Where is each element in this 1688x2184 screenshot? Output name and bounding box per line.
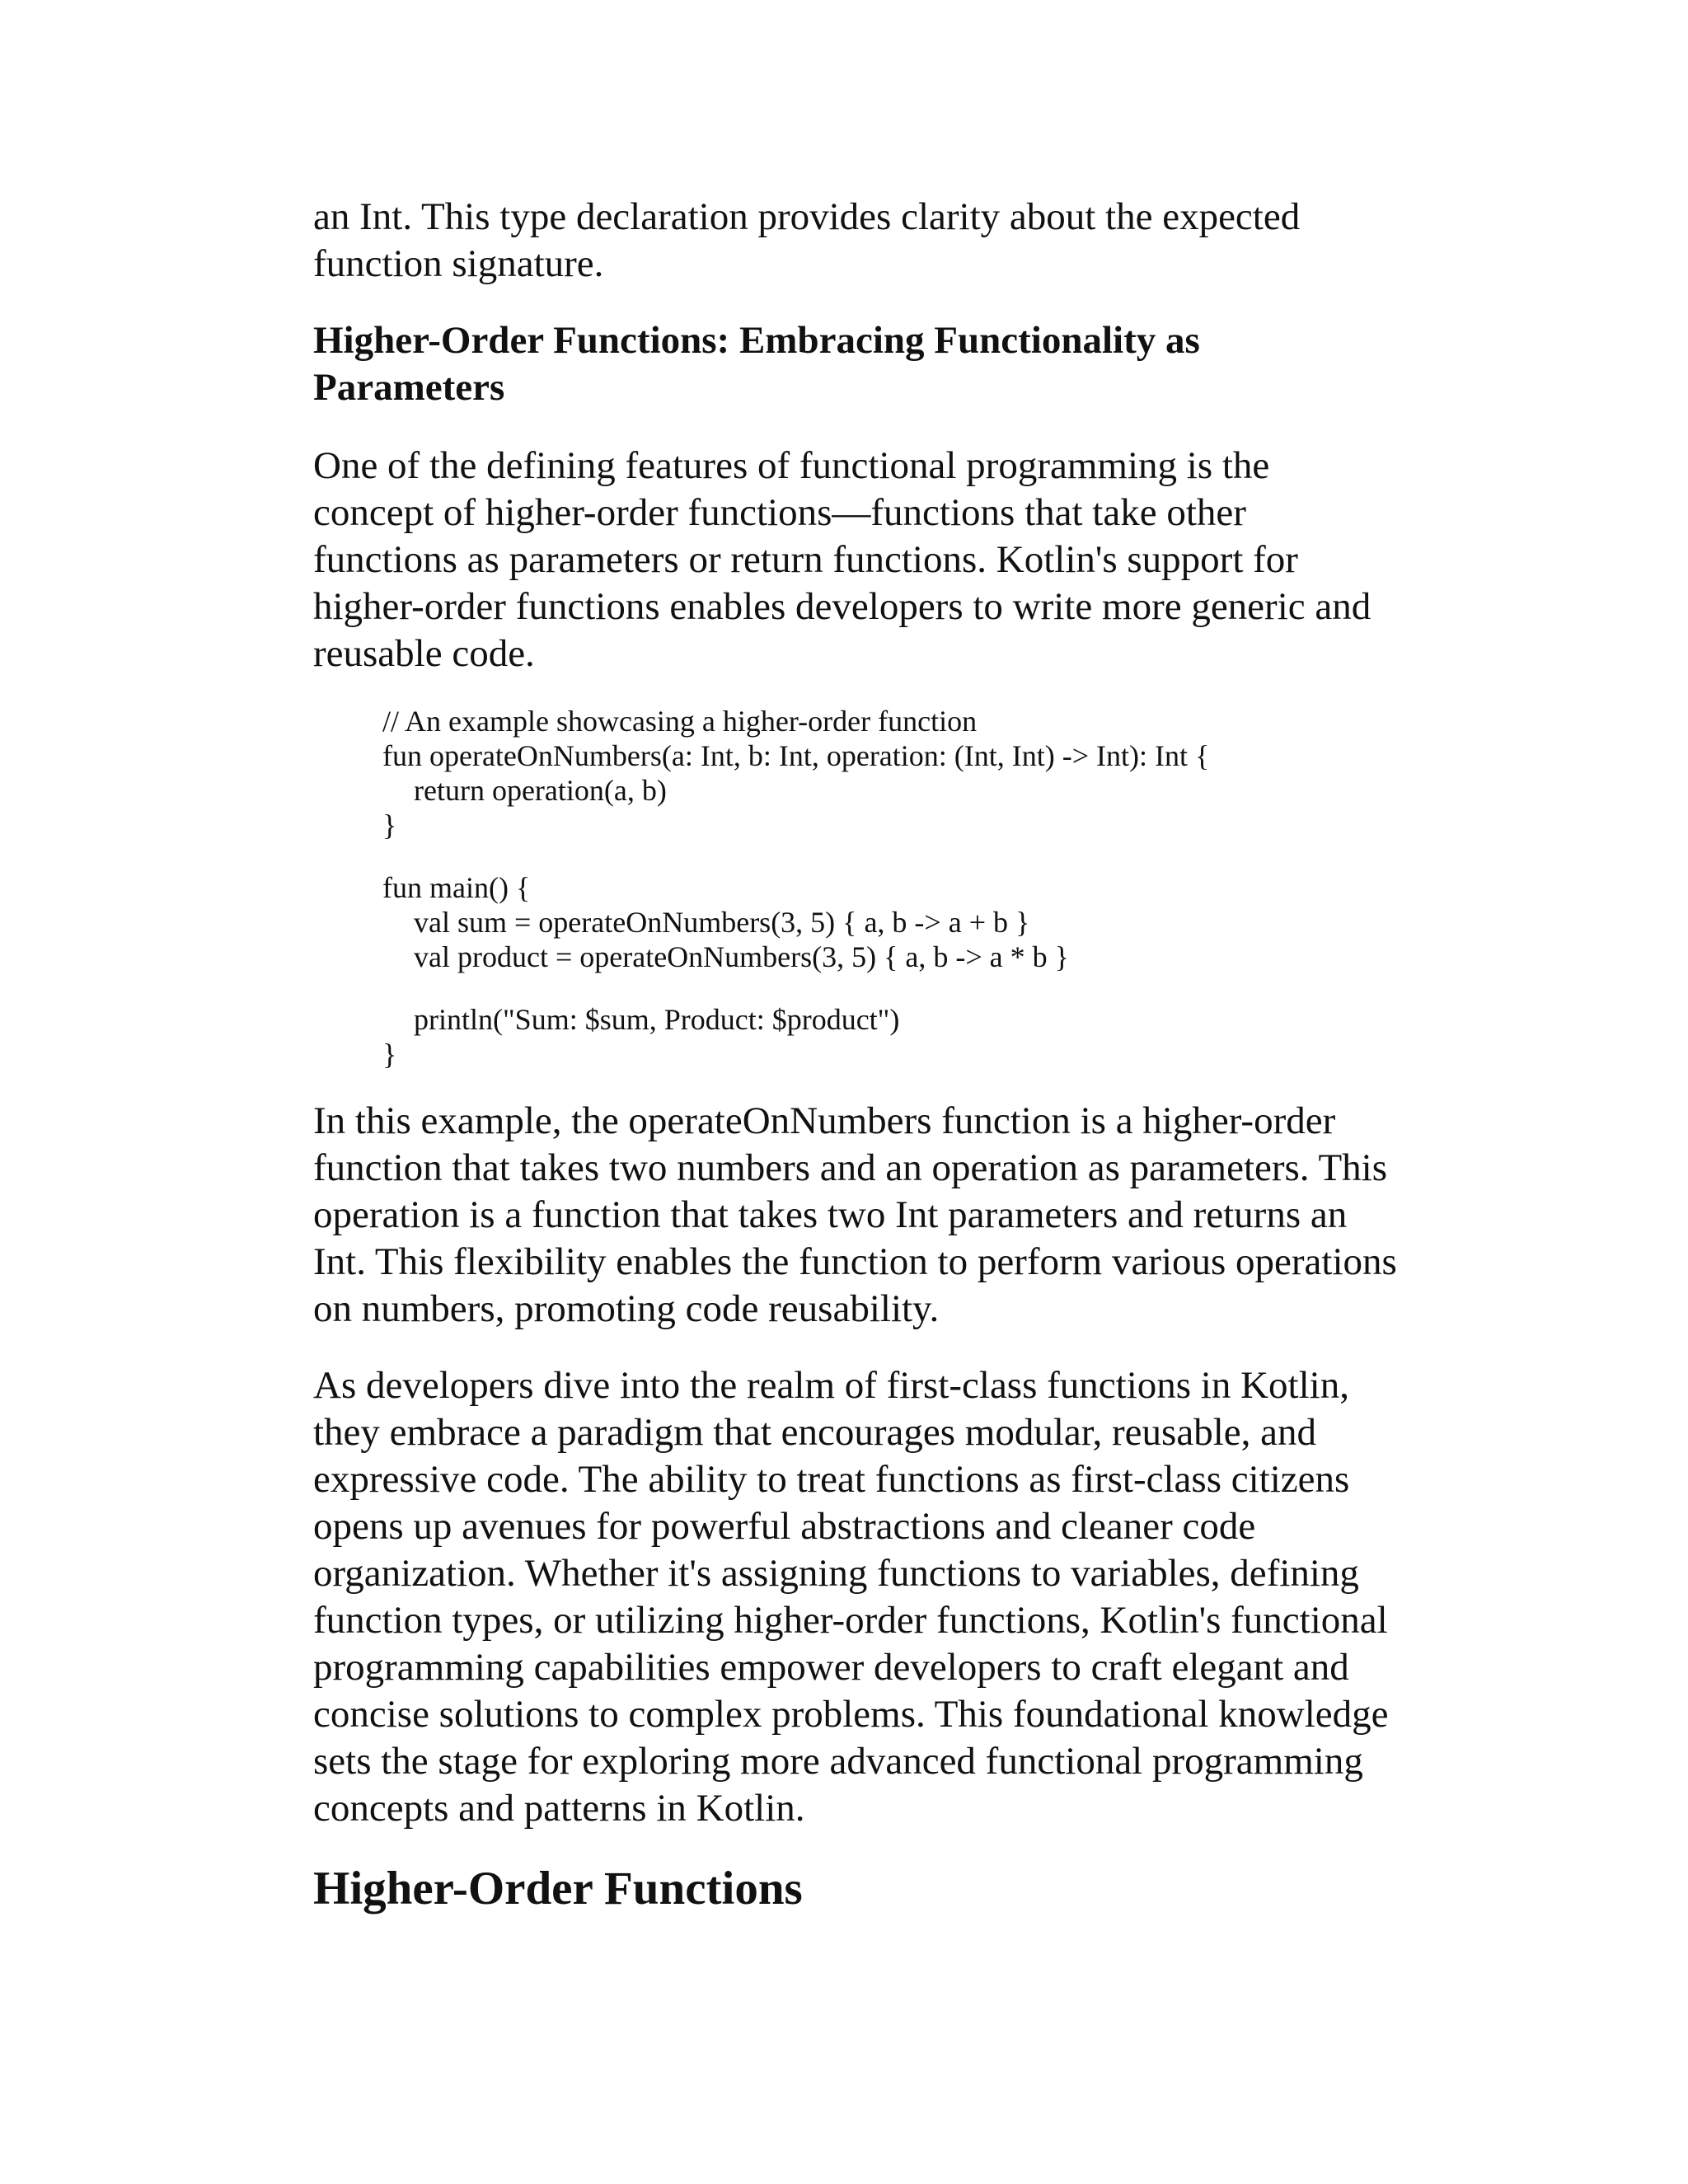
text-line: Int. This flexibility enables the function to perform various operations [313,1240,1397,1283]
text-line: concepts and patterns in Kotlin. [313,1787,805,1830]
text-line: expressive code. The ability to treat functions as first-class citizens [313,1458,1350,1501]
text-line: organization. Whether it's assigning functions to variables, defining [313,1552,1359,1595]
text-line: programming capabilities empower developers to craft elegant and [313,1646,1349,1689]
body-paragraph-2 [313,1098,1467,1333]
intro-paragraph-tail [313,194,1467,288]
body-paragraph-3 [313,1362,1467,1832]
code-line: return operation(a, b) [414,774,667,807]
text-line: concept of higher-order functions—functions that take other [313,491,1246,534]
text-line: function that takes two numbers and an operation as parameters. This [313,1146,1388,1189]
code-line: val sum = operateOnNumbers(3, 5) { a, b -> a + b } [414,906,1030,939]
section-heading [313,317,1467,411]
section-heading-2: Higher-Order Functions [313,1863,803,1915]
text-line: they embrace a paradigm that encourages modular, reusable, and [313,1411,1316,1454]
text-line: In this example, the operateOnNumbers function is a higher-order [313,1099,1336,1142]
document-page [313,194,1467,1916]
text-line: sets the stage for exploring more advanced functional programming [313,1740,1363,1783]
heading-line: Higher-Order Functions: Embracing Functionality as [313,319,1200,362]
code-block [382,704,1467,1071]
text-line: higher-order functions enables developers to write more generic and [313,585,1372,628]
text-line: function signature. [313,242,604,285]
code-line: fun main() { [382,871,531,904]
text-line: concise solutions to complex problems. This foundational knowledge [313,1693,1389,1736]
code-line: } [382,1038,397,1071]
text-line: function types, or utilizing higher-order functions, Kotlin's functional [313,1599,1388,1642]
code-line: println("Sum: $sum, Product: $product") [414,1003,900,1036]
text-line: operation is a function that takes two Int parameters and returns an [313,1193,1348,1236]
code-line: val product = operateOnNumbers(3, 5) { a, b -> a * b } [414,940,1069,973]
text-line: functions as parameters or return functions. Kotlin's support for [313,538,1298,581]
body-paragraph-1 [313,443,1467,677]
text-line: opens up avenues for powerful abstractions and cleaner code [313,1505,1256,1548]
text-line: One of the defining features of functional programming is the [313,444,1270,487]
code-line: fun operateOnNumbers(a: Int, b: Int, operation: (Int, Int) -> Int): Int { [382,739,1210,772]
code-blank-line [382,842,1467,870]
text-line: reusable code. [313,632,535,675]
heading-line: Parameters [313,366,505,409]
code-comment: // An example showcasing a higher-order function [382,705,978,738]
text-line: As developers dive into the realm of first-class functions in Kotlin, [313,1364,1349,1407]
text-line: on numbers, promoting code reusability. [313,1287,940,1330]
code-line: } [382,808,397,841]
text-line: an Int. This type declaration provides clarity about the expected [313,195,1301,238]
code-blank-line [382,974,1467,1002]
